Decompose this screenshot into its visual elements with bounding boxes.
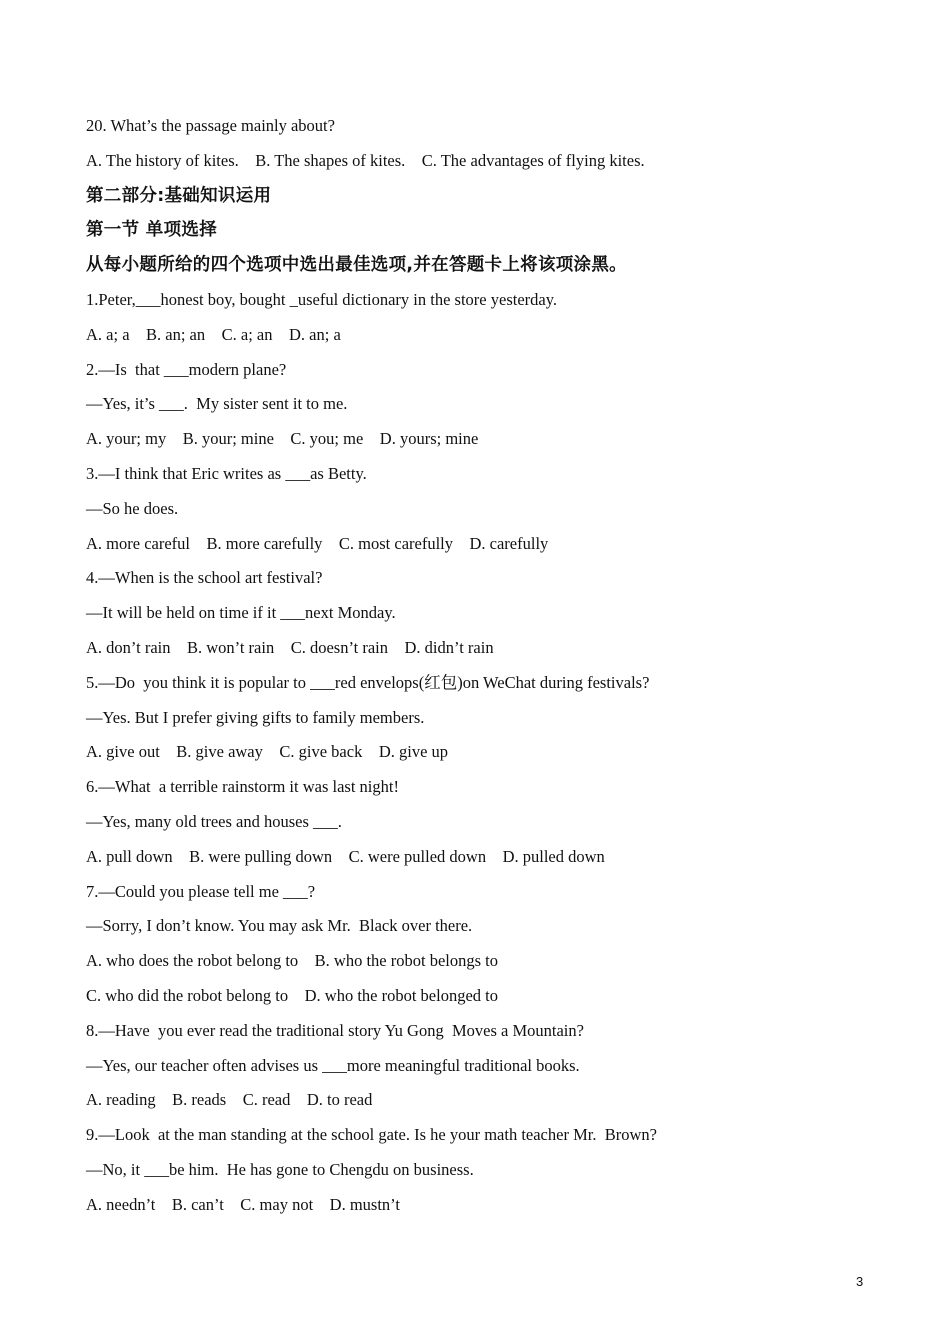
question-9-options: A. needn’t B. can’t C. may not D. mustn’t [86, 1194, 400, 1214]
question-7: 7.—Could you please tell me ___? [86, 881, 316, 901]
section-instructions: 从每小题所给的四个选项中选出最佳选项,并在答题卡上将该项涂黑。 [86, 255, 627, 276]
question-1: 1.Peter,___honest boy, bought _useful dictionary in the store yesterday. [86, 289, 558, 309]
question-7-options-cd: C. who did the robot belong to D. who the robot belonged to [86, 985, 498, 1005]
question-3-reply: —So he does. [86, 498, 179, 518]
question-8-reply: —Yes, our teacher often advises us ___more meaningful traditional books. [86, 1055, 580, 1075]
question-1-options: A. a; a B. an; an C. a; an D. an; a [86, 324, 341, 344]
question-20: 20. What’s the passage mainly about? [86, 116, 335, 135]
question-2: 2.—Is that ___modern plane? [86, 359, 287, 379]
section-heading-single-choice: 第一节 单项选择 [86, 220, 217, 241]
question-4-options: A. don’t rain B. won’t rain C. doesn’t rain D. didn’t rain [86, 637, 494, 657]
page-number: 3 [856, 1274, 864, 1289]
question-20-options: A. The history of kites. B. The shapes of kites. C. The advantages of flying kites. [86, 150, 645, 170]
section-heading-part-two: 第二部分:基础知识运用 [86, 185, 272, 206]
question-2-reply: —Yes, it’s ___. My sister sent it to me. [86, 394, 348, 414]
question-8-options: A. reading B. reads C. read D. to read [86, 1090, 373, 1110]
question-7-options-ab: A. who does the robot belong to B. who the robot belongs to [86, 951, 499, 971]
question-2-options: A. your; my B. your; mine C. you; me D. yours; mine [86, 429, 479, 449]
question-3-options: A. more careful B. more carefully C. most carefully D. carefully [86, 533, 549, 553]
question-6-reply: —Yes, many old trees and houses ___. [86, 811, 342, 831]
question-6: 6.—What a terrible rainstorm it was last night! [86, 777, 399, 797]
question-3: 3.—I think that Eric writes as ___as Betty. [86, 463, 367, 483]
question-9-reply: —No, it ___be him. He has gone to Chengdu on business. [86, 1159, 474, 1179]
question-9: 9.—Look at the man standing at the school gate. Is he your math teacher Mr. Brown? [86, 1125, 657, 1145]
question-5: 5.—Do you think it is popular to ___red envelops(红包)on WeChat during festivals? [86, 672, 650, 692]
question-8: 8.—Have you ever read the traditional story Yu Gong Moves a Mountain? [86, 1020, 584, 1040]
question-7-reply: —Sorry, I don’t know. You may ask Mr. Black over there. [86, 916, 473, 936]
question-5-reply: —Yes. But I prefer giving gifts to family members. [86, 707, 425, 727]
document-body [86, 112, 886, 1226]
question-5-options: A. give out B. give away C. give back D. give up [86, 742, 449, 762]
question-4: 4.—When is the school art festival? [86, 568, 323, 588]
question-4-reply: —It will be held on time if it ___next Monday. [86, 603, 396, 623]
question-6-options: A. pull down B. were pulling down C. were pulled down D. pulled down [86, 846, 605, 866]
